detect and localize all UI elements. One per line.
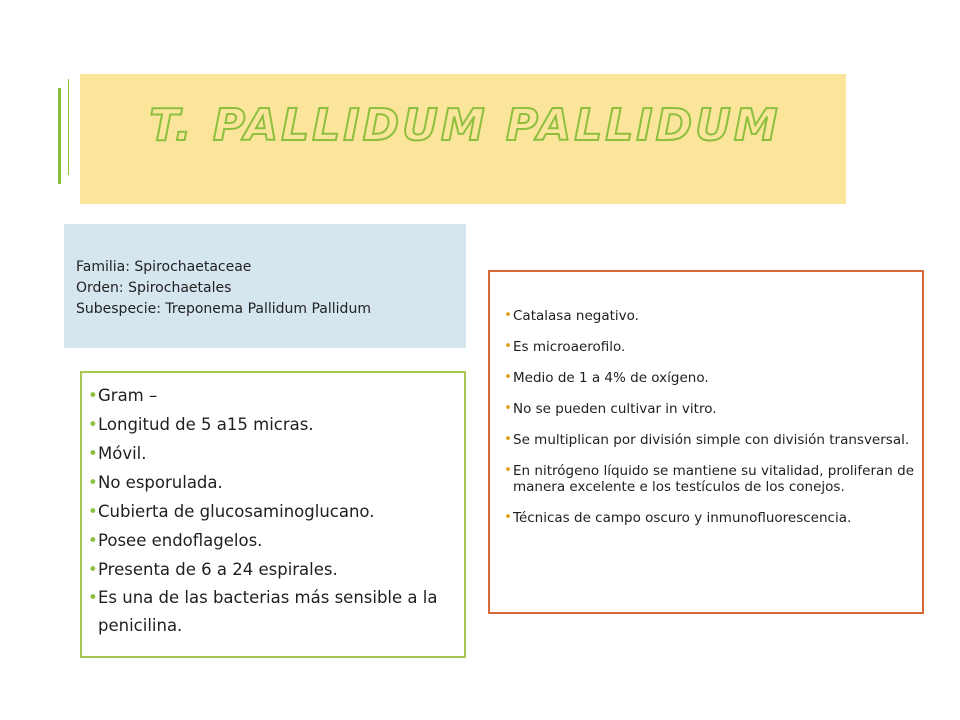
bullet-icon: • [88,444,98,463]
bullet-icon: • [88,560,98,579]
lab-item: • No se pueden cultivar in vitro. [504,400,717,417]
lab-item: • Es microaerofilo. [504,338,626,355]
property-item: • Es una de las bacterias más sensible a la penicilina. [88,584,464,640]
bullet-icon: • [88,473,98,492]
bullet-icon: • [504,462,512,478]
property-item: • Posee endoflagelos. [88,526,464,555]
property-item: • No esporulada. [88,468,464,497]
bullet-icon: • [88,588,98,607]
lab-features-box [488,270,924,614]
bullet-icon: • [504,338,512,354]
lab-item: • Se multiplican por división simple con división transversal. [504,431,910,448]
properties-list [82,373,464,640]
taxonomy-subespecie: Subespecie: Treponema Pallidum Pallidum [76,301,371,317]
bullet-icon: • [88,415,98,434]
lab-item: • Catalasa negativo. [504,307,639,324]
property-item: • Cubierta de glucosaminoglucano. [88,497,464,526]
lab-item: • En nitrógeno líquido se mantiene su vitalidad, proliferan de manera excelente e los testículos de los conejos. [504,462,914,495]
taxonomy-orden: Orden: Spirochaetales [76,280,232,296]
lab-features-list [490,272,922,526]
bullet-icon: • [504,400,512,416]
bullet-icon: • [504,307,512,323]
bullet-icon: • [88,386,98,405]
lab-item: • Medio de 1 a 4% de oxígeno. [504,369,709,386]
property-item: • Gram – [88,381,464,410]
bullet-icon: • [88,502,98,521]
properties-box [80,371,466,658]
property-item: • Móvil. [88,439,464,468]
lab-item: • Técnicas de campo oscuro y inmunofluorescencia. [504,509,852,526]
taxonomy-familia: Familia: Spirochaetaceae [76,259,252,275]
accent-line-left [58,88,61,184]
bullet-icon: • [504,509,512,525]
slide-title: T. PALLIDUM PALLIDUM [149,100,781,151]
taxonomy-box [64,224,466,348]
taxonomy-lines [76,257,371,320]
accent-line-right [68,79,69,175]
bullet-icon: • [504,369,512,385]
property-item: • Presenta de 6 a 24 espirales. [88,555,464,584]
property-item: • Longitud de 5 a15 micras. [88,410,464,439]
bullet-icon: • [88,531,98,550]
bullet-icon: • [504,431,512,447]
